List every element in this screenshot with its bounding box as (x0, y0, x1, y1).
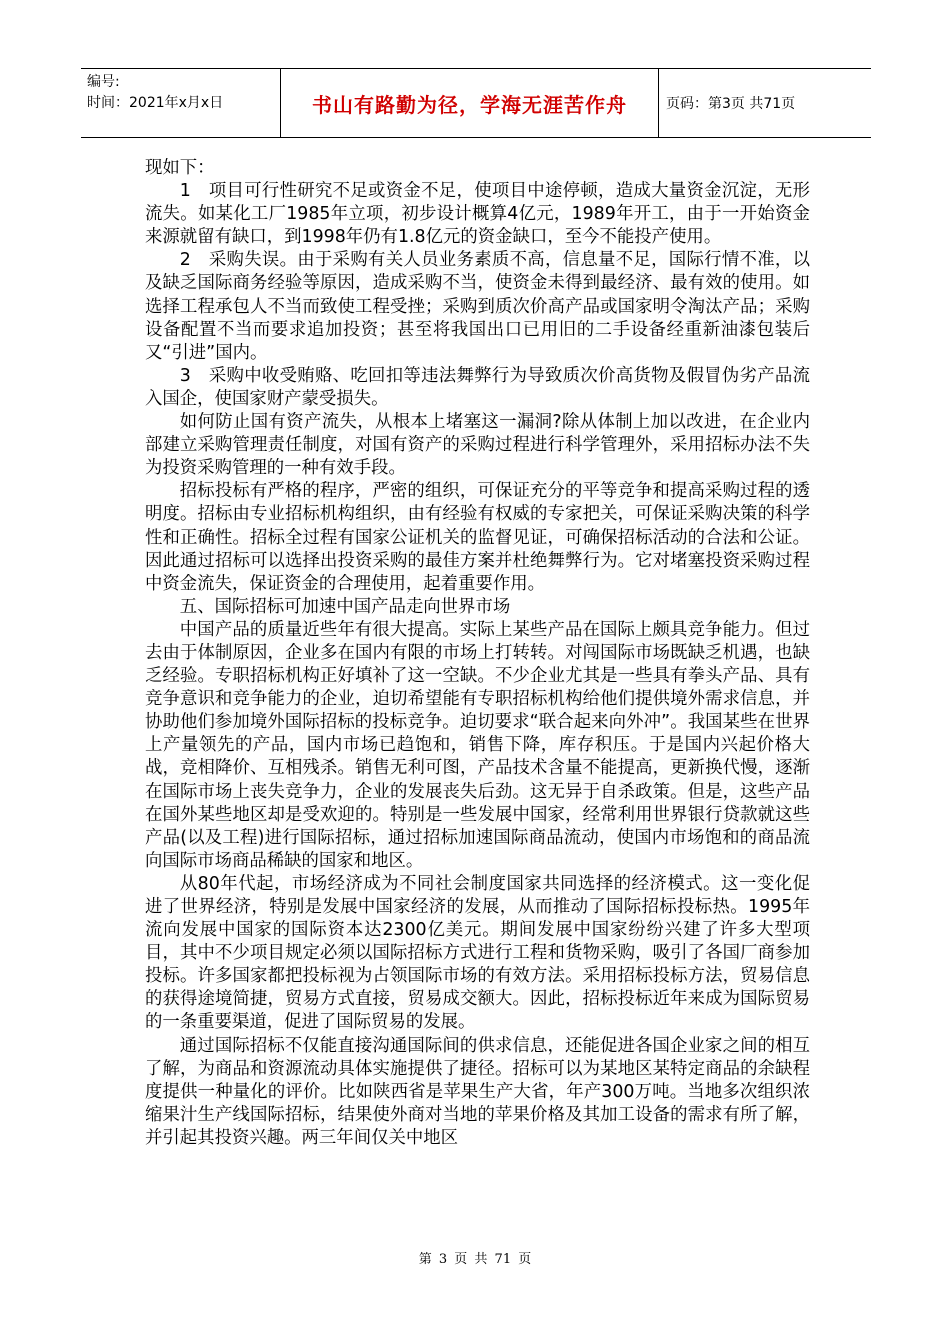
paragraph: 如何防止国有资产流失，从根本上堵塞这一漏洞?除从体制上加以改进，在企业内部建立采购管理责任制度，对国有资产的采购过程进行科学管理外，采用招标办法不失为投资采购管理的一种有效手段。 (145, 412, 810, 479)
header-page-number: 页码：第3页 共71页 (666, 96, 796, 112)
section-heading: 五、国际招标可加速中国产品走向世界市场 (179, 596, 511, 617)
paragraph: 通过国际招标不仅能直接沟通国际间的供求信息，还能促进各国企业家之间的相互了解，为商品和资源流动具体实施提供了捷径。招标可以为某地区某特定商品的余缺程度提供一种量化的评价。比如陕西省是苹果生产大省，年产300万吨。当地多次组织浓缩果汁生产线国际招标，结果使外商对当地的苹果价格及其加工设备的需求有所了解，并引起其投资兴趣。两三年间仅关中地区 (145, 1035, 810, 1148)
paragraph: 从80年代起，市场经济成为不同社会制度国家共同选择的经济模式。这一变化促进了世界经济，特别是发展中国家经济的发展，从而推动了国际招标投标热。1995年流向发展中国家的国际资本达2300亿美元。期间发展中国家纷纷兴建了许多大型项目，其中不少项目规定必须以国际招标方式进行工程和货物采购，吸引了各国厂商参加投标。许多国家都把投标视为占领国际市场的有效方法。采用招标投标方法，贸易信息的获得途境简捷，贸易方式直接，贸易成交额大。因此，招标投标近年来成为国际贸易的一条重要渠道，促进了国际贸易的发展。 (145, 873, 810, 1033)
paragraph: 2 采购失误。由于采购有关人员业务素质不高，信息量不足，国际行情不准，以及缺乏国际商务经验等原因，造成采购不当，使资金未得到最经济、最有效的使用。如选择工程承包人不当而致使工程受挫；采购到质次价高产品或国家明令淘汰产品；采购设备配置不当而要求追加投资；甚至将我国出口已用旧的二手设备经重新油漆包装后又“引进”国内。 (145, 250, 810, 363)
page-header (81, 68, 871, 138)
paragraph: 3 采购中收受贿赂、吃回扣等违法舞弊行为导致质次价高货物及假冒伪劣产品流入国企，使国家财产蒙受损失。 (145, 365, 810, 409)
paragraph: 中国产品的质量近些年有很大提高。实际上某些产品在国际上颇具竞争能力。但过去由于体制原因，企业多在国内有限的市场上打转转。对闯国际市场既缺乏机遇，也缺乏经验。专职招标机构正好填补了这一空缺。不少企业尤其是一些具有拳头产品、具有竞争意识和竞争能力的企业，迫切希望能有专职招标机构给他们提供境外需求信息，并协助他们参加境外国际招标的投标竞争。迫切要求“联合起来向外冲”。我国某些在世界上产量领先的产品，国内市场已趋饱和，销售下降，库存积压。于是国内兴起价格大战，竞相降价、互相残杀。销售无利可图，产品技术含量不能提高，更新换代慢，逐渐在国际市场上丧失竞争力，企业的发展丧失后劲。这无异于自杀政策。但是，这些产品在国外某些地区却是受欢迎的。特别是一些发展中国家，经常利用世界银行贷款就这些产品(以及工程)进行国际招标，通过招标加速国际商品流动，使国内市场饱和的商品流向国际市场商品稀缺的国家和地区。 (145, 619, 810, 871)
document-body (145, 157, 810, 1150)
header-motto: 书山有路勤为径，学海无涯苦作舟 (281, 69, 659, 137)
document-date-label: 时间：2021年x月x日 (87, 95, 224, 111)
paragraph: 现如下： (145, 158, 215, 178)
page-footer: 第 3 页 共 71 页 (418, 1252, 532, 1267)
paragraph: 1 项目可行性研究不足或资金不足，使项目中途停顿，造成大量资金沉淀，无形流失。如某化工厂1985年立项，初步设计概算4亿元，1989年开工，由于一开始资金来源就留有缺口，到1998年仍有1.8亿元的资金缺口，至今不能投产使用。 (145, 181, 810, 248)
document-number-label: 编号: (87, 74, 120, 90)
header-meta (81, 69, 281, 137)
paragraph: 招标投标有严格的程序，严密的组织，可保证充分的平等竞争和提高采购过程的透明度。招标由专业招标机构组织，由有经验有权威的专家把关，可保证采购决策的科学性和正确性。招标全过程有国家公证机关的监督见证，可确保招标活动的合法和公证。因此通过招标可以选择出投资采购的最佳方案并杜绝舞弊行为。它对堵塞投资采购过程中资金流失，保证资金的合理使用，起着重要作用。 (145, 481, 810, 594)
